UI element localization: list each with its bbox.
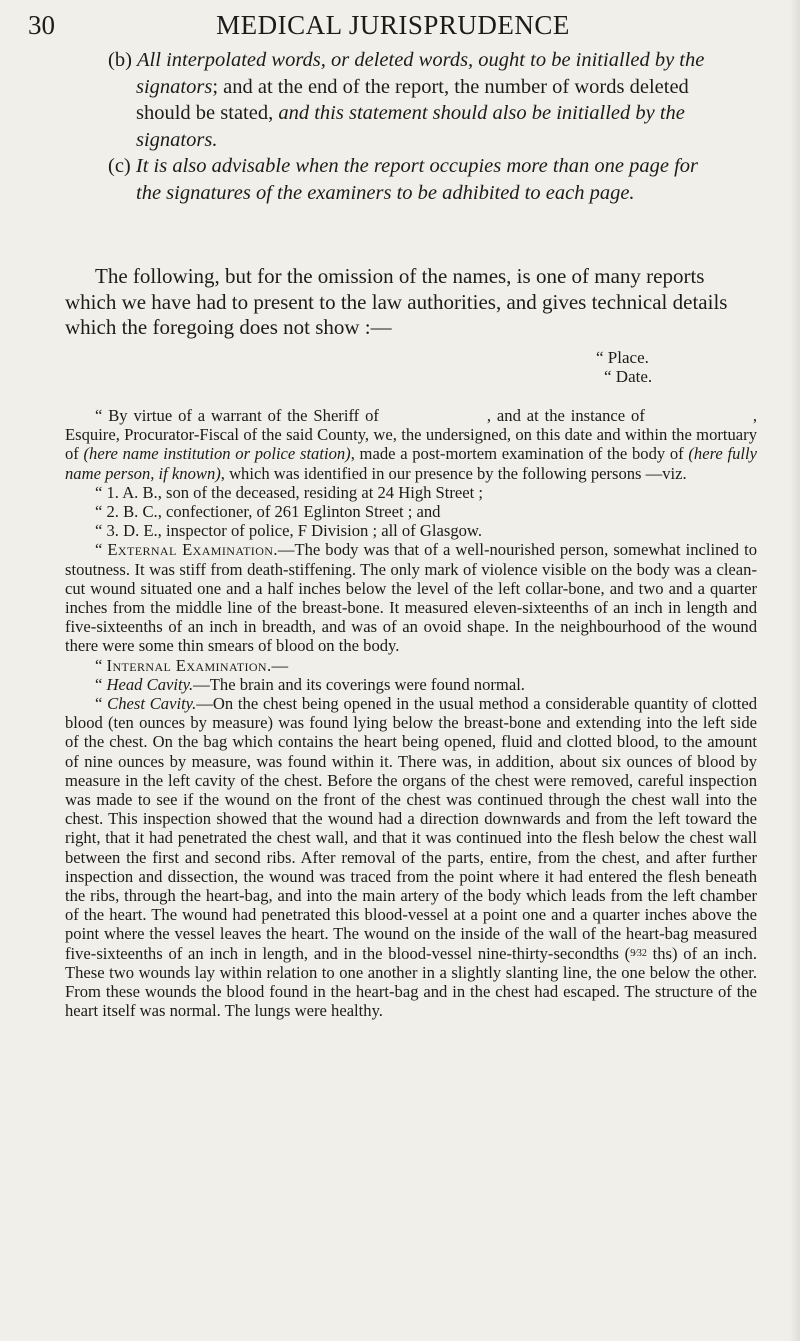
guideline-b-roman: ; and at the end of the report, the number of words deleted should be stated, [136, 75, 689, 125]
guideline-b-label: (b) [108, 49, 132, 71]
chest-text: —On the chest being opened in the usual method a considerable quantity of clotted blood (ten ounces by measure) was found lying below the breast-bone and extending into the left side of the chest. On the bag which contains the heart being opened, fluid and clotted blood, to the amount of nine ounces by measure, was found within it. There was, in addition, about six ounces of blood by measure in the left cavity of the chest. Before the organs of the chest were removed, careful inspection was made to see if the wound on the front of the chest was continued through the chest wall into the chest. This inspection showed that the wound had a direction downwards and from the left toward the right, that it had penetrated the chest wall, and that it was continued into the flesh below the chest wall between the first and second ribs. After removal of the parts, entire, from the chest, and after further inspection and dissection, the wound was traced from the point where it had entered the flesh beneath the ribs, through the heart-bag, and into the main artery of the body which leads from the left chamber of the heart. The wound had penetrated this blood-vessel at a point one and a quarter inches above the point where the vessel leaves the heart. The wound on the inside of the wall of the heart-bag measured five-sixteenths of an inch in length, and in the blood-vessel nine-thirty-secondths ( [65, 694, 757, 963]
place-date-block [596, 348, 652, 386]
witness-2: “ 2. B. C., confectioner, of 261 Eglinton Street ; and [95, 502, 441, 522]
guideline-c-italic: It is also advisable when the report occupies more than one page for the signatures of the examiners to be adhibited to each page. [135, 155, 699, 204]
quote-mark: “ [95, 655, 103, 675]
guideline-b-italic: All interpolated words, or deleted words, ought to be initialled by the signators [136, 49, 705, 98]
external-examination [65, 540, 757, 655]
head-cavity [65, 675, 757, 694]
page-header [28, 6, 758, 46]
warrant-italic-1: (here name institution or police station) [83, 444, 351, 464]
sample-report [65, 406, 757, 1021]
warrant-paragraph [65, 406, 757, 483]
internal-heading: Internal Examination. [106, 655, 272, 675]
guideline-c [108, 153, 726, 206]
fraction: 9⁄32 [630, 947, 647, 959]
chest-cavity [65, 694, 757, 1020]
guideline-c-label: (c) [108, 155, 131, 178]
running-head: MEDICAL JURISPRUDENCE [216, 10, 570, 40]
chest-heading: Chest Cavity. [107, 694, 197, 714]
page-edge-shadow [790, 0, 800, 1341]
guideline-b [108, 47, 726, 153]
witness-1: “ 1. A. B., son of the deceased, residing at 24 High Street ; [95, 482, 484, 502]
warrant-text-e: , which was identified in our presence by the following persons —viz. [220, 463, 687, 483]
page-number: 30 [28, 10, 55, 40]
intro-paragraph: The following, but for the omission of the names, is one of many reports which we have had to present to the law authorities, and gives technical details which the foregoing does not show :— [65, 264, 728, 340]
date-line: “ Date. [604, 367, 653, 386]
chest-text-2: ths) of an inch. These two wounds lay within relation to one another in a slightly slanting line, the one below the other. From these wounds the blood found in the heart-bag and in the chest had escaped. The structure of the heart itself was normal. The lungs were healthy. [65, 943, 758, 1021]
internal-dash: — [271, 655, 289, 675]
internal-examination [65, 656, 757, 675]
warrant-italic-2: (here fully name person, if known) [65, 444, 757, 483]
quote-mark: “ [95, 694, 103, 714]
head-text: —The brain and its coverings were found normal. [193, 674, 525, 694]
external-text: —The body was that of a well-nourished person, somewhat inclined to stoutness. It was stiff from death-stiffening. The only mark of violence visible on the body was a clean-cut wound situated one and a half inches below the level of the left collar-bone, and two and a quarter inches from the middle line of the breast-bone. It measured eleven-sixteenths of an inch in length and five-sixteenths of an inch in breadth, and was of an ovoid shape. In the neighbourhood of the wound there were some thin smears of blood on the body. [65, 540, 757, 656]
guideline-b-italic-2: and this statement should also be initialled by the signators. [136, 102, 685, 151]
warrant-text-a: “ By virtue of a warrant of the Sheriff of [95, 406, 379, 425]
place-line: “ Place. [596, 348, 649, 367]
external-heading: External Examination. [107, 540, 278, 560]
warrant-text-c: , Esquire, Procurator-Fiscal of the said County, we, the undersigned, on this date and within the mortuary of [65, 406, 757, 464]
quote-mark: “ [95, 540, 103, 560]
quote-mark: “ [95, 674, 103, 694]
warrant-text-d: , made a post-mortem examination of the body of [350, 444, 684, 464]
report-guidelines [108, 47, 726, 207]
witness-3: “ 3. D. E., inspector of police, F Division ; all of Glasgow. [95, 521, 482, 541]
head-heading: Head Cavity. [106, 674, 194, 694]
warrant-text-b: , and at the instance of [486, 406, 645, 425]
